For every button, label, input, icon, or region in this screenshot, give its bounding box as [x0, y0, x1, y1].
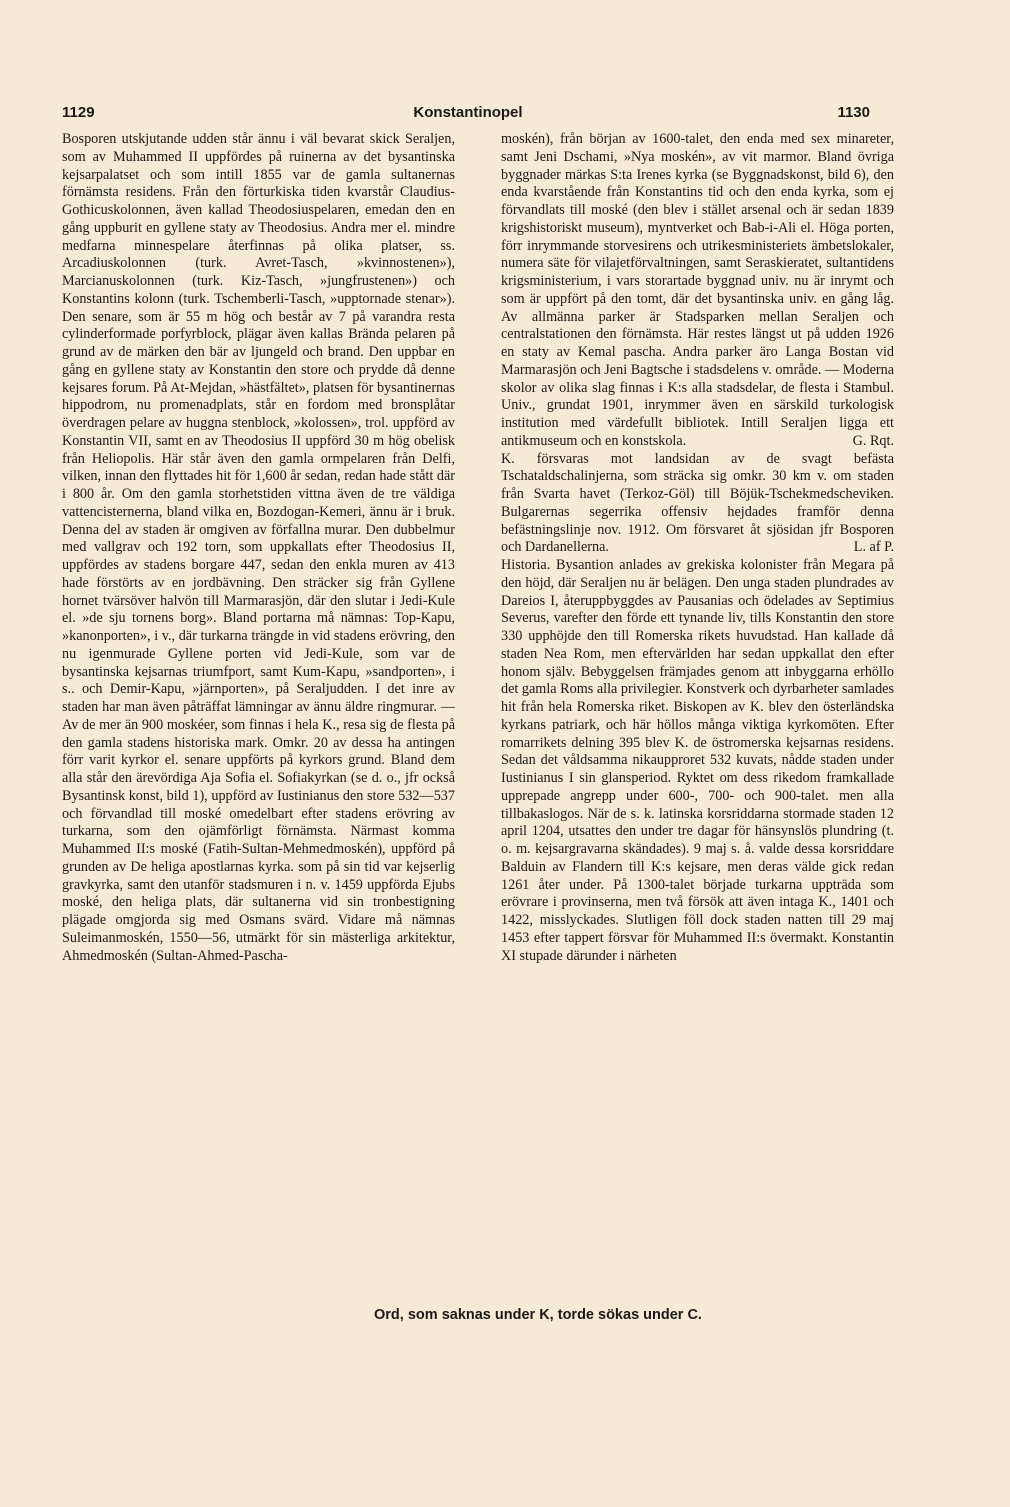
- right-column-paragraph-3: Historia. Bysantion anlades av grekiska kolonister från Megara på den höjd, där Seraljen nu är belägen. Den unga staden plundrades av Dareios I, återuppbyggdes av Pausanias och ödelades av Septimius Severus, varefter den förde ett tynande liv, tills Konstantin den store 330 upphöjde den till Romerska rikets huvudstad. Han kallade då staden Nea Rom, men eftervärlden har sedan uppkallat den efter honom själv. Bebyggelsen främjades genom att inbyggarna erhöllo det gamla Roms alla privilegier. Konstverk och dyrbarheter samlades hit från hela Romerska riket. Biskopen av K. blev den österländska kyrkans patriark, och här höllos många viktiga kyrkomöten. Efter romarrikets delning 395 blev K. de östromerska kejsarnas residens. Sedan det våldsamma nikaupproret 532 kuvats, nådde staden under Iustinianus I sin glansperiod. Ryktet om dess rikedom framkallade upprepade angrepp under 600-, 700- och 900-talet. men alla tillbakaslogos. När de s. k. latinska korsriddarna stormade staden 12 april 1204, utsattes den under tre dagar för hänsynslös plundring (t. o. m. kejsargravarna skändades). 9 maj s. å. valde dessa korsriddare Balduin av Flandern till K:s kejsare, men deras välde gick redan 1261 åter under. På 1300-talet började turkarna uppträda som erövrare i provinserna, men två försök att även intaga K., 1401 och 1422, misslyckades. Slutligen föll dock staden natten till 29 maj 1453 efter tappert försvar för Muhammed II:s övermakt. Konstantin XI stupade därunder i närheten: [501, 557, 894, 964]
- right-column: [501, 131, 894, 965]
- left-column: [62, 131, 455, 965]
- left-page-number: 1129: [62, 104, 95, 121]
- right-page-number: 1130: [837, 104, 870, 121]
- signature-2: L. af P.: [853, 539, 894, 556]
- running-header: [60, 98, 876, 124]
- signature-1: G. Rqt.: [852, 432, 894, 449]
- book-page: [60, 98, 894, 1323]
- right-column-paragraph-1: moskén), från början av 1600-talet, den enda med sex minareter, samt Jeni Dschami, »Nya moskén», av vit marmor. Bland övriga byggnader märkas S:ta Irenes kyrka (se Byggnadskonst, bild 6), den enda kvarstående från Konstantins tid och den enda kyrka, som ej förvandlats till moské (den blev i stället arsenal och är sedan 1839 krigshistoriskt museum), myntverket och Bab-i-Ali el. Höga porten, förr inrymmande storvesirens och utrikesministeriets ämbetslokaler, numera säte för vilajetförvaltningen, samt Seraskieratet, sultantidens krigsministerium, i vars storartade byggnad univ. nu är inrymt och som är uppfört på den tomt, där det bysantinska univ. en gång låg. Av allmänna parker är Stadsparken mellan Seraljen och centralstationen den förnämsta. Här restes längst ut på udden 1926 en staty av Kemal pascha. Andra parker äro Langa Bostan vid Marmarasjön och Jeni Bagtsche i stadsdelens v. område. — Moderna skolor av olika slag finnas i K:s alla stadsdelar, de flesta i Stambul. Univ., grundat 1901, inrymmer även en särskild turkologisk institution med värdefullt bibliotek. Intill Seraljen ligga ett antikmuseum och en konstskola. G. Rqt.: [501, 131, 894, 449]
- footer-note: Ord, som saknas under K, torde sökas under C.: [374, 1307, 702, 1323]
- running-title: Konstantinopel: [413, 104, 523, 121]
- right-column-paragraph-2: K. försvaras mot landsidan av de svagt befästa Tschataldschalinjerna, som sträcka sig omkr. 30 km v. om staden från Svarta havet (Terkoz-Göl) till Böjük-Tschekmedscheviken. Bulgarernas segerrika offensiv hejdades framför denna befästningslinje nov. 1912. Om försvaret åt sjösidan jfr Bosporen och Dardanellerna. L. af P.: [501, 450, 894, 556]
- left-column-text: Bosporen utskjutande udden står ännu i väl bevarat skick Seraljen, som av Muhammed II uppfördes på ruinerna av det bysantinska kejsarpalatset och som intill 1855 var de gamla sultanernas förnämsta residens. Från den förturkiska tiden kvarstår Claudius-Gothicuskolonnen, även kallad Theodosiuspelaren, emedan den en gång uppburit en gyllene staty av Theodosius. Andra mer el. mindre medfarna minnespelare återfinnas på olika platser, ss. Arcadiuskolonnen (turk. Avret-Tasch, »kvinnostenen»), Marcianuskolonnen (turk. Kiz-Tasch, »jungfrustenen») och Konstantins kolonn (turk. Tschemberli-Tasch, »upptornade stenar»). Den senare, som är 55 m hög och består av 7 på varandra resta cylinderformade porfyrblock, plägar även kallas Brända pelaren på grund av de märken den bär av ljungeld och brand. Den uppbar en gång en gyllene staty av Konstantin den store och prydde då denne kejsares forum. På At-Mejdan, »hästfältet», platsen för bysantinernas hippodrom, nu promenadplats, står en fordom med bronsplåtar överdragen pelare av huggna stenblock, »kolossen», trol. uppförd av Konstantin VII, samt en av Theodosius II uppförd 30 m hög obelisk från Heliopolis. Här står även den gamla ormpelaren från Delfi, vilken, innan den flyttades hit för 1,600 år sedan, redan hade stått där i 800 år. Om den gamla storhetstiden vittna även de tre väldiga vattencisternerna, bland vilka en, Bozdogan-Kemeri, ännu är i bruk. Denna del av staden är omgiven av förfallna murar. Den dubbelmur med vallgrav och 192 torn, som uppkallats efter Theodosius II, uppfördes av stadens borgare 447, sedan den enkla muren av 413 hade förstörts av en jordbävning. Den sträcker sig från Gyllene hornet tvärsöver halvön till Marmarasjön, där den slutar i Jedi-Kule el. »de sju tornens borg». Bland portarna må nämnas: Top-Kapu, »kanonporten», i v., där turkarna trängde in vid stadens erövring, den nu igenmurade Gyllene porten vid Jedi-Kule, som var de bysantinska kejsarnas triumfport, samt Kum-Kapu, »sandporten», i s.. och Demir-Kapu, »järnporten», på Seraljudden. I det inre av staden har man även påträffat lämningar av ännu äldre ringmurar. — Av de mer än 900 moskéer, som finnas i hela K., resa sig de flesta på den gamla stadens historiska mark. Omkr. 20 av dessa ha antingen förr varit kyrkor el. senare uppförts på kyrkors grund. Bland dem alla står den ärevördiga Aja Sofia el. Sofiakyrkan (se d. o., jfr också Bysantinsk konst, bild 1), uppförd av Iustinianus den store 532—537 och förvandlad till moské omedelbart efter stadens erövring av turkarna, som den ojämförligt förnämsta. Närmast komma Muhammed II:s moské (Fatih-Sultan-Mehmedmoskén), uppförd på grunden av De heliga apostlarnas kyrka. som på sin tid var kejserlig gravkyrka, samt den utanför stadsmuren i n. v. 1459 uppförda Ejubs moské, den heliga plats, där sultanerna vid sin tronbestigning plägade omgjorda sig med Osmans svärd. Vidare må nämnas Suleimanmoskén, 1550—56, utmärkt för sin mästerliga arkitektur, Ahmedmoskén (Sultan-Ahmed-Pascha-: [62, 131, 455, 964]
